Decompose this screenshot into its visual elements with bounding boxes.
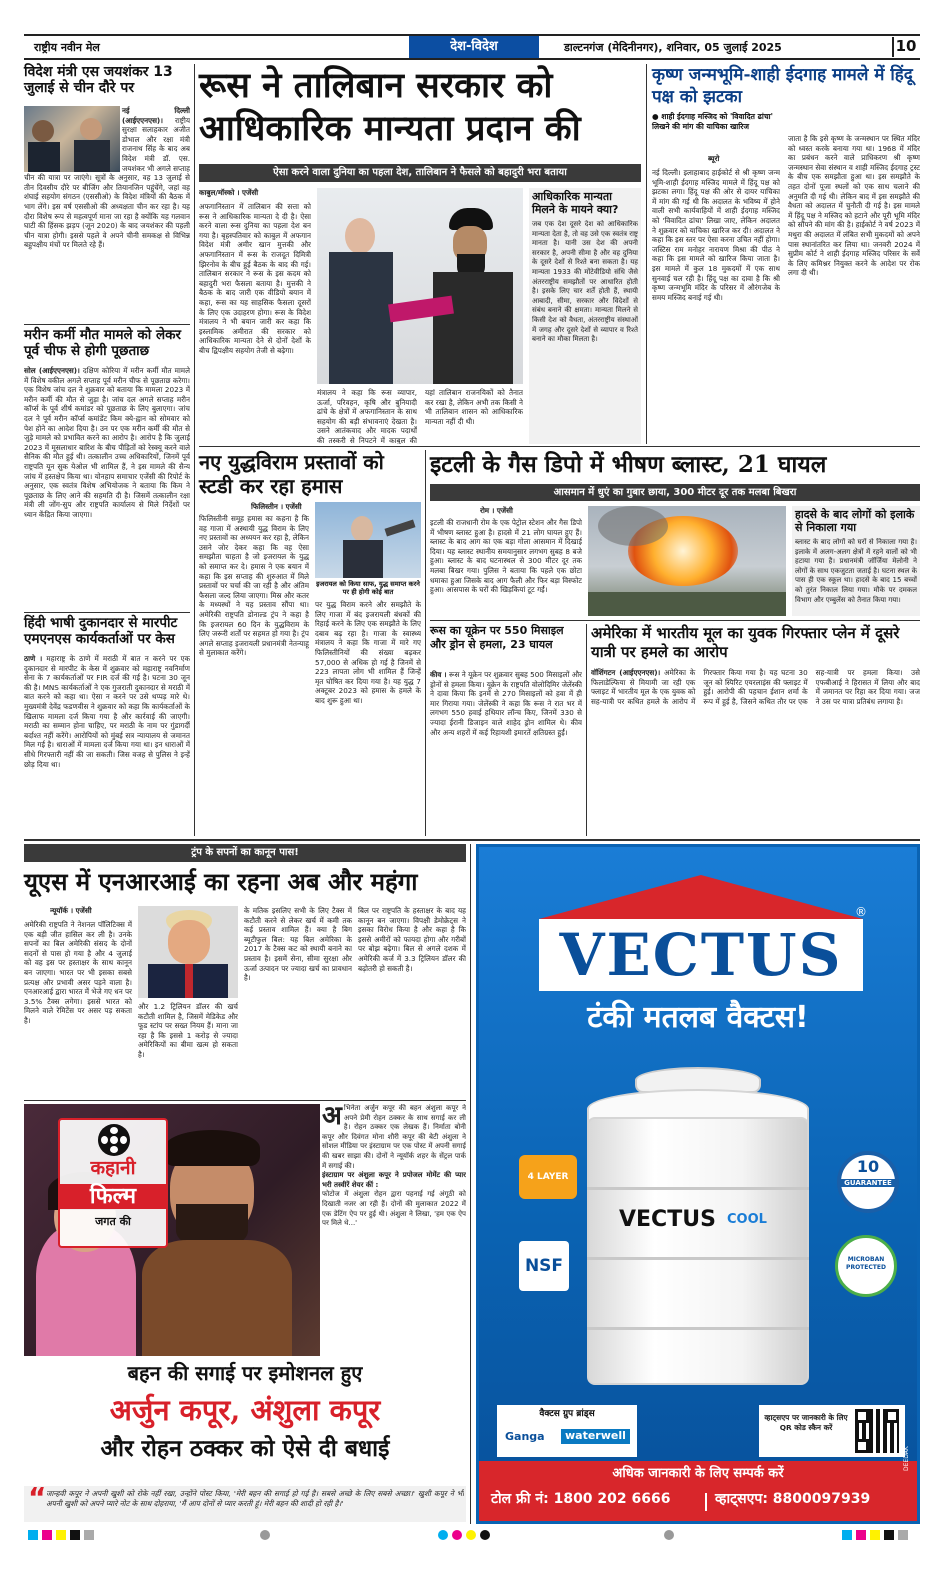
jaishankar-text: राष्ट्रीय सुरक्षा सलाहकार अजीत डोभाल और रक्षा मंत्री राजनाथ सिंह के बाद अब विदेश मंत्री डॉ. एस. जयशंकर भी अगले सप्ताह चीन की यात्रा पर जाएंगे। सूत्रों के अनुसार, वह 13 जुलाई से तीन दिवसीय दौरे पर बीजिंग और तियानजिन पहुंचेंगे, जहां वह शंघाई सहयोग संगठन (एससीओ) के विदेश मंत्रियों की बैठक में भाग लेंगे। इस वर्ष एससीओ की अध्यक्षता चीन कर रहा है। यह दौरा विशेष रूप से महत्वपूर्ण माना जा रहा है क्योंकि यह गलवान घाटी की हिंसक झड़प (जून 2020) के बाद जयशंकर की पहली चीन यात्रा होगी। इससे पहले वे अपने चीनी समकक्ष से विभिन्न बहुपक्षीय मंचों पर मिलते रहे हैं। bbox=[24, 115, 190, 250]
jaishankar-body bbox=[24, 106, 190, 320]
arjun-quote-text: जान्हवी कपूर ने अपनी खुशी को रोके नहीं रखा, उन्होंने पोस्ट किया, 'मेरी बहन की सगाई हो गई है। सबसे अच्छे के लिए सबसे अच्छा।' खुशी कपूर ने भी अपनी खुशी को अपने प्यारे नोट के साथ दोहराया, 'मैं आप दोनों से प्यार करती हूं। मेरी बहन की शादी हो रही है।' bbox=[46, 1489, 464, 1508]
kahani-logo bbox=[58, 1118, 168, 1248]
krishna-story bbox=[652, 64, 920, 444]
nri-body-col1: अमेरिकी राष्ट्रपति ने नेशनल पॉलिटिक्स में एक बड़ी जीत हासिल कर ली है। उनके सपनों का बिल अमेरिकी संसद के दोनों सदनों से पास हो गया है और 4 जुलाई को वह इस पर हस्ताक्षर के साथ कानून बन जाएगा। भारत पर भी इसका सबसे प्रत्यक्ष और प्रभावी असर पड़ने वाला है। एनआरआई द्वारा भारत में भेजे गए धन पर 3.5% टैक्स लगेगा। इससे भारत को मिलने वाले रेमिटेंस पर असर पड़ सकता है। bbox=[24, 920, 132, 1025]
italy-sidebar bbox=[792, 506, 920, 616]
recognition-sidebar bbox=[529, 188, 641, 444]
taliban-body-col3: यहां तालिबान राजनयिकों को तैनात कर रखा है, लेकिन अभी तक किसी ने भी तालिबान शासन को आधिकारिक मान्यता नहीं दी थी। bbox=[425, 388, 523, 426]
indian-youth-story bbox=[591, 624, 920, 836]
mns-dateline: ठाणे । bbox=[24, 654, 43, 663]
tank-brand: VECTUS bbox=[619, 1207, 716, 1232]
jaishankar-headline: विदेश मंत्री एस जयशंकर 13 जुलाई से चीन दौरे पर bbox=[24, 64, 173, 97]
marine-text: दक्षिण कोरिया में मरीन कर्मी मौत मामले में विशेष वकील अगले सप्ताह पूर्व मरीन चीफ से पूछताछ करेगा। एक विशेष जांच दल ने शुक्रवार को बताया कि मामला 2023 में मरीन कर्मी की मौत से जुड़ा है। जांच दल अगले सप्ताह मरीन कॉर्प्स के पूर्व शीर्ष कमांडर को पूछताछ के लिए बुलाएगा। जांच दल ने पूर्व मरीन कॉर्प्स कमांडेंट किम क्ये-ह्वान को सोमवार को पेश होने का आदेश दिया है। उन पर एक मरीन कर्मी की मौत से जुड़े मामले को प्रभावित करने का आरोप है। आरोप है कि जुलाई 2023 में मूसलाधार बारिश के बीच पीड़ितों को रेस्क्यू करने वाले सैनिक की मौत हुई थी। तत्कालीन उच्च अधिकारियों, जिनमें पूर्व राष्ट्रपति यून सुक येओल भी शामिल हैं, ने इस मामले की सैन्य जांच में हस्तक्षेप किया था। योनहाप समाचार एजेंसी की रिपोर्ट के अनुसार, एक स्वतंत्र विशेष अभियोजक ने बताया कि किम ने पूछताछ के लिए आने की सहमति दी है। जिसमें तत्कालीन रक्षा मंत्री ली जोंग-सुप और राष्ट्रपति कार्यालय से मिले निर्देशों पर ध्यान केंद्रित किया जाएगा। bbox=[24, 366, 190, 519]
arjun-text-2: फोटोज में अंशुला रोहन द्वारा पहनाई गई अंगूठी को दिखाती नजर आ रही हैं। दोनों की मुलाकात 2022 में एक डेटिंग ऐप पर हुई थी। अंशुला ने लिखा, 'हम एक ऐप पर मिले थे...' bbox=[322, 1190, 466, 1228]
vectus-roof-icon bbox=[539, 875, 863, 919]
contact-heading: अधिक जानकारी के लिए सम्पर्क करें bbox=[612, 1466, 784, 1481]
dateline: डाल्टनगंज (मेदिनीनगर), शनिवार, 05 जुलाई 2025 bbox=[564, 41, 782, 54]
contact-divider bbox=[705, 1493, 707, 1511]
nri-body-col4: बिल पर राष्ट्रपति के हस्ताक्षर के बाद यह कानून बन जाएगा। विपक्षी डेमोक्रेट्स ने इसका विरोध किया है और कहा है कि इससे अमीरों को फायदा होगा और गरीबों पर बोझ बढ़ेगा। बिल से अगले दशक में अमेरिकी कर्ज में 3.3 ट्रिलियन डॉलर की बढ़ोतरी हो सकती है। bbox=[358, 906, 466, 973]
mns-text: महाराष्ट्र के ठाणे में मराठी में बात न करने पर एक दुकानदार से मारपीट के केस में शुक्रवार को महाराष्ट्र नवनिर्माण सेना के 7 कार्यकर्ताओं पर FIR दर्ज की गई है। घटना 30 जून की है। MNS कार्यकर्ताओं ने एक गुजराती दुकानदार से मराठी में बात करने को कहा था। ऐसा न करने पर उसे थप्पड़ मारे थे। मुख्यमंत्री देवेंद्र फडणवीस ने शुक्रवार को कहा कि कार्यकर्ताओं के खिलाफ मामला दर्ज किया गया है और कार्रवाई की जाएगी। मराठी का सम्मान होना चाहिए, पर मराठी के नाम पर गुंडागर्दी बर्दाश्त नहीं करेंगे। आरोपियों को मुंबई सत्र न्यायालय से जमानत मिल गई है। धाराओं में मामला दर्ज किया गया था। इन धाराओं में सीधे गिरफ्तारी नहीं की जा सकती। जिस वजह से पुलिस ने इन्हें छोड़ दिया था। bbox=[24, 654, 190, 769]
kahani-logo-top: कहानी bbox=[90, 1157, 136, 1179]
guarantee-text: GUARANTEE bbox=[841, 1179, 895, 1187]
jaishankar-dateline: नई दिल्ली (आईएएनएस)। bbox=[122, 106, 190, 125]
film-reel-icon bbox=[98, 1124, 130, 1156]
mns-body bbox=[24, 654, 190, 836]
paper-name: राष्ट्रीय नवीन मेल bbox=[34, 41, 100, 54]
taliban-dateline: काबुल/मॉस्को । एजेंसी bbox=[199, 188, 259, 197]
hamas-body-col1: फिलिस्तीनी समूह हमास का कहना है कि वह गाजा में अस्थायी युद्ध विराम के लिए नए प्रस्तावों का अध्ययन कर रहा है, लेकिन उसने जोर देकर कहा कि वह ऐसा समझौता चाहता है जो इजरायल के युद्ध को समाप्त कर दे। हमास ने एक बयान में कहा कि इस सप्ताह की शुरुआत में मिले प्रस्तावों पर चर्चा की जा रही है और अंतिम फैसला जल्द लिया जाएगा। मिस्र और कतर के मध्यस्थों ने यह प्रस्ताव सौंपा था। अमेरिकी राष्ट्रपति डोनाल्ड ट्रंप ने कहा है कि इजरायल 60 दिन के युद्धविराम के लिए जरूरी शर्तों पर सहमत हो गया है। ट्रंप अगले सप्ताह इजरायली प्रधानमंत्री नेतन्याहू से मुलाकात करेंगे। bbox=[199, 514, 309, 658]
mns-story bbox=[24, 616, 190, 838]
marine-body bbox=[24, 366, 190, 608]
arjun-headline-3: और रोहन ठक्कर को ऐसे दी बधाई bbox=[100, 1435, 390, 1462]
mns-headline: हिंदी भाषी दुकानदार से मारपीट एमएनएस कार्यकर्ताओं पर केस bbox=[24, 615, 178, 647]
contact-strip bbox=[479, 1446, 917, 1521]
whatsapp-number: व्हाट्सएप: 8800097939 bbox=[715, 1491, 871, 1507]
arjun-text-1: भिनेता अर्जुन कपूर की बहन अंशुला कपूर ने अपने प्रेमी रोहन ठक्कर के साथ सगाई कर ली है। रोहन ठक्कर एक लेखक हैं। निर्माता बोनी कपूर और दिवंगत मोना शौरी कपूर की बेटी अंशुला ने सोशल मीडिया पर इंस्टाग्राम पर एक पोस्ट में अपनी सगाई की खबर साझा की। दोनों ने न्यूयॉर्क शहर के सेंट्रल पार्क में सगाई की। bbox=[322, 1104, 466, 1170]
kahani-logo-bottom: जगत की bbox=[95, 1215, 131, 1228]
italy-sidebar-headline: हादसे के बाद लोगों को इलाके से निकाला गया bbox=[795, 508, 915, 534]
nri-dateline: न्यूयॉर्क । एजेंसी bbox=[50, 906, 92, 915]
nri-story bbox=[24, 844, 466, 1098]
italy-sidebar-body: ब्लास्ट के बाद लोगों को घरों से निकाला गया है। इलाके में अलग-अलग क्षेत्रों में रहने वालों को भी हटाया गया है। प्रधानमंत्री जॉर्जिया मेलोनी ने लोगों के साथ एकजुटता जताई है। घटना स्थल के पास ही एक स्कूल था। हादसे के बाद 15 बच्चों को तुरंत निकाल लिया गया। मौके पर दमकल विभाग और एम्बुलेंस को तैनात किया गया। bbox=[795, 538, 917, 604]
hamas-photo-caption: इजरायल को किया साफ, युद्ध समाप्त करने पर ही होगी कोई बात bbox=[316, 580, 420, 597]
guarantee-badge bbox=[837, 1151, 899, 1213]
vectus-ad bbox=[476, 844, 920, 1524]
hamas-photo bbox=[315, 502, 421, 578]
hamas-body-col2: पर युद्ध विराम करने और समझौते के लिए गाजा में बंद इजरायली बंधकों की रिहाई करने के लिए एक समझौते के लिए दबाव बढ़ रहा है। गाजा के स्वास्थ्य मंत्रालय ने कहा कि गाजा में मारे गए फिलिस्तीनियों की संख्या बढ़कर 57,000 से अधिक हो गई है जिनमें से 223 लापता लोग भी शामिल हैं जिन्हें मृत घोषित कर दिया गया है। यह युद्ध 7 अक्टूबर 2023 को हमास के हमले के बाद शुरू हुआ था। bbox=[315, 600, 421, 705]
microban-text: MICROBAN PROTECTED bbox=[846, 1256, 886, 1271]
nri-trump-photo bbox=[138, 906, 238, 998]
ukraine-dateline: कीव । bbox=[430, 670, 447, 679]
microban-badge bbox=[835, 1235, 897, 1297]
nsf-badge bbox=[519, 1241, 569, 1291]
tollfree-number: टोल फ्री नं: 1800 202 6666 bbox=[491, 1491, 671, 1507]
masthead-rule-bottom bbox=[24, 58, 920, 60]
quote-mark-icon: “ bbox=[28, 1481, 47, 1514]
bullet-dot-icon: ● bbox=[652, 112, 662, 121]
italy-dateline: रोम । एजेंसी bbox=[480, 506, 513, 515]
krishna-bullet-text: शाही ईदगाह मस्जिद को 'विवादित ढांचा' लिखने की मांग की याचिका खारिज bbox=[652, 112, 773, 131]
brand-waterwell: waterwell bbox=[561, 1429, 630, 1444]
taliban-headline: रूस ने तालिबान सरकार को आधिकारिक मान्यता प्रदान की bbox=[199, 65, 581, 149]
krishna-headline: कृष्ण जन्मभूमि-शाही ईदगाह मामले में हिंदू पक्ष को झटका bbox=[652, 65, 913, 107]
ukraine-text: रूस ने यूक्रेन पर शुक्रवार सुबह 500 मिसाइलों और ड्रोनों से हमला किया। यूक्रेन के राष्ट्रपति वोलोदिमिर जेलेंस्की ने दावा किया कि इनमें से 270 मिसाइलों को हवा में ही मार गिराया गया। जेलेंस्की ने कहा कि रूस ने रात भर में लगभग 550 हवाई हथियार लॉन्च किए, जिनमें 330 से ज्यादा ईरानी डिजाइन वाले शाहेद ड्रोन शामिल थे। कीव और अन्य शहरों में कई रिहायशी इमारतें क्षतिग्रस्त हुईं। bbox=[430, 670, 582, 737]
taliban-banner: ऐसा करने वाला दुनिया का पहला देश, तालिबान ने फैसले को बहादुरी भरा बताया bbox=[199, 164, 641, 182]
nri-body-col2: और 1.2 ट्रिलियन डॉलर की खर्च कटौती शामिल है, जिसमें मेडिकेड और फूड स्टांप पर सख्त नियम हैं। माना जा रहा है कि इससे 1 करोड़ से ज्यादा अमेरिकियों का बीमा खत्म हो सकता है। bbox=[138, 1002, 238, 1059]
section-label: देश-विदेश bbox=[409, 36, 539, 58]
nri-headline: यूएस में एनआरआई का रहना अब और महंगा bbox=[24, 867, 418, 896]
jaishankar-story bbox=[24, 64, 190, 322]
taliban-photo bbox=[317, 188, 523, 384]
taliban-story bbox=[199, 64, 641, 444]
taliban-body-col1: अफगानिस्तान में तालिबान की सत्ता को रूस ने आधिकारिक मान्यता दे दी है। ऐसा करने वाला रूस दुनिया का पहला देश बन गया है। बृहस्पतिवार को काबुल में अफगान विदेश मंत्री अमीर खान मुत्तकी और अफगानिस्तान में रूस के राजदूत दिमित्री झिरनोव के बीच हुई बैठक के बाद की गई। तालिबान सरकार ने रूस के इस कदम को बहादुरी भरा फैसला बताया है। मुत्तकी ने बैठक के बाद जारी एक वीडियो बयान में कहा, रूस का यह साहसिक फैसला दूसरों के लिए एक उदाहरण होगा। रूस के विदेश मंत्रालय ने भी बयान जारी कर कहा कि इस्लामिक अमीरात की सरकार को आधिकारिक मान्यता देने से दोनों देशों के बीच द्विपक्षीय सहयोग तेजी से बढ़ेगा। bbox=[199, 202, 311, 355]
nri-body-col3: के मतिक इसलिए सभी के लिए टैक्स में कटौती करने से लेकर खर्च में कमी तक कई प्रस्ताव शामिल हैं। क्या है बिग ब्यूटीफुल बिल: यह बिल अमेरिका के 2017 के टैक्स कट को स्थायी बनाने का प्रस्ताव है। इसमें सेना, सीमा सुरक्षा और ऊर्जा उत्पादन पर ज्यादा खर्च का प्रावधान है। bbox=[244, 906, 352, 983]
group-brands-label: वैक्टस ग्रुप ब्रांड्स bbox=[539, 1409, 595, 1419]
arjun-headline-1: बहन की सगाई पर इमोशनल हुए bbox=[127, 1361, 363, 1385]
hamas-dateline: फिलिस्तीन । एजेंसी bbox=[251, 502, 302, 511]
qr-code-icon bbox=[855, 1409, 899, 1453]
water-tank bbox=[575, 1067, 821, 1387]
indian-youth-headline: अमेरिका में भारतीय मूल का युवक गिरफ्तार प्लेन में दूसरे यात्री पर हमले का आरोप bbox=[591, 624, 900, 661]
krishna-bullet bbox=[652, 112, 780, 132]
krishna-body-col1: नई दिल्ली। इलाहाबाद हाईकोर्ट से श्री कृष्ण जन्म भूमि-शाही ईदगाह मस्जिद मामले में हिंदू पक्ष को झटका लगा। हिंदू पक्ष की ओर से दायर याचिका में मांग की गई थी कि अदालत के भविष्य में होने वाली सभी कार्यवाहियों में शाही ईदगाह मस्जिद को 'विवादित ढांचा' लिखा जाए, लेकिन अदालत ने शुक्रवार को याचिका खारिज कर दी। अदालत ने कहा कि इस स्तर पर ऐसा करना उचित नहीं होगा। जस्टिस राम मनोहर नारायण मिश्रा की पीठ ने कहा कि इस मामले को खारिज किया जाता है। इस मामले में कुल 18 मुकदमों में एक साथ सुनवाई चल रही है। हिंदू पक्ष का दावा है कि श्री कृष्ण जन्मभूमि मंदिर के परिसर में औरंगजेब के समय मस्जिद बनाई गई थी। bbox=[652, 168, 780, 302]
marine-headline: मरीन कर्मी मौत मामले को लेकर पूर्व चीफ से होगी पूछताछ bbox=[24, 327, 181, 359]
marine-story bbox=[24, 328, 190, 610]
italy-story bbox=[430, 450, 920, 618]
vectus-brand: VECTUS bbox=[559, 921, 843, 989]
arjun-headline-2: अर्जुन कपूर, अंशुला कपूर bbox=[109, 1393, 381, 1427]
ukraine-headline: रूस का यूक्रेन पर 550 मिसाइल और ड्रोन से हमला, 23 घायल bbox=[430, 624, 564, 651]
arjun-body-box bbox=[322, 1104, 466, 1356]
nri-kicker: ट्रंप के सपनों का कानून पास! bbox=[24, 844, 466, 862]
arjun-headline-block bbox=[24, 1356, 466, 1484]
marine-dateline: सोल (आईएएनएस)। bbox=[24, 366, 80, 375]
page-number: 10 bbox=[892, 37, 918, 57]
ukraine-story bbox=[430, 624, 582, 836]
layer-badge-text: 4 LAYER bbox=[527, 1172, 569, 1182]
indian-youth-dateline: वॉशिंगटन (आईएएनएस)। bbox=[591, 668, 661, 677]
arjun-story bbox=[24, 1104, 466, 1524]
arjun-dropcap: अ bbox=[322, 1104, 342, 1131]
indian-youth-body bbox=[591, 668, 920, 834]
italy-headline: इटली के गैस डिपो में भीषण ब्लास्ट, 21 घायल bbox=[430, 451, 827, 478]
kahani-logo-mid: फिल्म bbox=[60, 1184, 166, 1209]
italy-explosion-photo bbox=[588, 506, 786, 616]
masthead bbox=[24, 34, 920, 60]
qr-text: व्हाट्सएप पर जानकारी के लिए QR कोड स्कैन करें bbox=[764, 1413, 848, 1432]
krishna-dateline: ब्यूरो bbox=[708, 154, 720, 163]
layer-badge bbox=[519, 1155, 577, 1199]
indian-youth-text: अमेरिका के फिलाडेल्फिया से मियामी जा रही एक फ्लाइट में भारतीय मूल के एक युवक को सह-यात्री पर कथित हमले के आरोप में गिरफ्तार किया गया है। यह घटना 30 जून को स्पिरिट एयरलाइंस की फ्लाइट में हुई। आरोपी की पहचान ईशान शर्मा के रूप में हुई है, जिसने कथित तौर पर एक सह-यात्री पर हमला किया। उसे एफबीआई ने हिरासत में लिया और बाद में जमानत पर रिहा कर दिया गया। जज ने उस पर यात्रा प्रतिबंध लगाया है। bbox=[591, 668, 920, 706]
krishna-body-col2: जाता है कि इसे कृष्ण के जन्मस्थान पर स्थित मंदिर को ध्वस्त करके बनाया गया था। 1968 में मंदिर का प्रबंधन करने वाले प्राधिकरण श्री कृष्ण जन्मस्थान सेवा संस्थान व शाही मस्जिद ईदगाह ट्रस्ट के बीच एक समझौता हुआ था। इस समझौते के तहत दोनों पूजा स्थलों को एक साथ चलाने की अनुमति दी गई थी। लेकिन बाद में इस समझौते की वैधता को अदालत में चुनौती दी गई है। इस मामले में हिंदू पक्ष ने मस्जिद को हटाने और पूरी भूमि मंदिर को सौंपने की मांग की है। हाईकोर्ट ने वर्ष 2023 में मथुरा की अदालत में लंबित सभी मुकदमों को अपने पास स्थानांतरित कर लिया था। जनवरी 2024 में सुप्रीम कोर्ट ने शाही ईदगाह मस्जिद परिसर के सर्वे के लिए कमिश्नर नियुक्त करने के आदेश पर रोक लगा दी थी। bbox=[788, 134, 920, 278]
taliban-body-col2: मंत्रालय ने कहा कि रूस व्यापार, ऊर्जा, परिवहन, कृषि और बुनियादी ढांचे के क्षेत्रों में अफगानिस्तान के साथ सहयोग की बड़ी संभावनाएं देखता है। उसने आतंकवाद और मादक पदार्थों की तस्करी से निपटने में काबुल की bbox=[317, 388, 417, 444]
qr-box bbox=[759, 1405, 905, 1457]
ukraine-body bbox=[430, 670, 582, 834]
recognition-headline: आधिकारिक मान्यता मिलने के मायने क्या? bbox=[532, 190, 619, 216]
italy-body: इटली की राजधानी रोम के एक पेट्रोल स्टेशन और गैस डिपो में भीषण ब्लास्ट हुआ है। हादसे में 21 लोग घायल हुए हैं। ब्लास्ट के बाद आग का एक बड़ा गोला आसमान में दिखाई दिया। यह ब्लास्ट स्थानीय समयानुसार लगभग सुबह 8 बजे हुआ। ब्लास्ट के बाद घटनास्थल से 300 मीटर दूर तक मलबा बिखर गया। पुलिस ने बताया कि पहले एक छोटा धमाका हुआ जिसके बाद आग फैली और फिर बड़ा विस्फोट हुआ। आसपास के घरों की खिड़कियां टूट गईं। bbox=[430, 518, 582, 595]
footer-registration-bar bbox=[24, 1528, 920, 1542]
recognition-body: जब एक देश दूसरे देश को आधिकारिक मान्यता देता है, तो वह उसे एक स्वतंत्र राष्ट्र मानता है। यानी उस देश की अपनी सरकार है, अपनी सीमा है और वह दुनिया के दूसरे देशों से रिश्ते बना सकता है। यह मान्यता 1933 की मोंटेवीडियो संधि जैसे अंतरराष्ट्रीय समझौतों पर आधारित होती है। इसके लिए चार शर्तें होती हैं, स्थायी आबादी, सीमा, सरकार और विदेशों से संबंध बनाने की क्षमता। मान्यता मिलने से किसी देश को वैधता, अंतरराष्ट्रीय संस्थाओं में जगह और दूसरे देशों से व्यापार व रिश्ते बनाने का मौका मिलता है। bbox=[532, 220, 638, 344]
guarantee-number: 10 bbox=[856, 1157, 880, 1176]
brand-ganga: Ganga bbox=[505, 1430, 545, 1443]
arjun-quote bbox=[24, 1481, 466, 1522]
tank-sub: COOL bbox=[727, 1212, 767, 1227]
italy-banner: आसमान में धुएं का गुबार छाया, 300 मीटर दूर तक मलबा बिखरा bbox=[430, 484, 920, 501]
arjun-subhead: इंस्टाग्राम पर अंशुला कपूर ने प्रपोजल मोमेंट की प्यार भरी तस्वीरें शेयर कीं : bbox=[322, 1171, 466, 1189]
agency-mark: DEEDAK bbox=[903, 1446, 910, 1471]
arjun-body bbox=[322, 1104, 466, 1354]
vectus-tagline: टंकी मतलब वैक्टस! bbox=[587, 1000, 809, 1035]
group-brands-box bbox=[497, 1405, 637, 1457]
nsf-text: NSF bbox=[524, 1256, 564, 1276]
hamas-headline: नए युद्धविराम प्रस्तावों को स्टडी कर रहा हमास bbox=[199, 450, 384, 498]
vectus-registered: ® bbox=[855, 905, 867, 919]
hamas-story bbox=[199, 450, 421, 836]
